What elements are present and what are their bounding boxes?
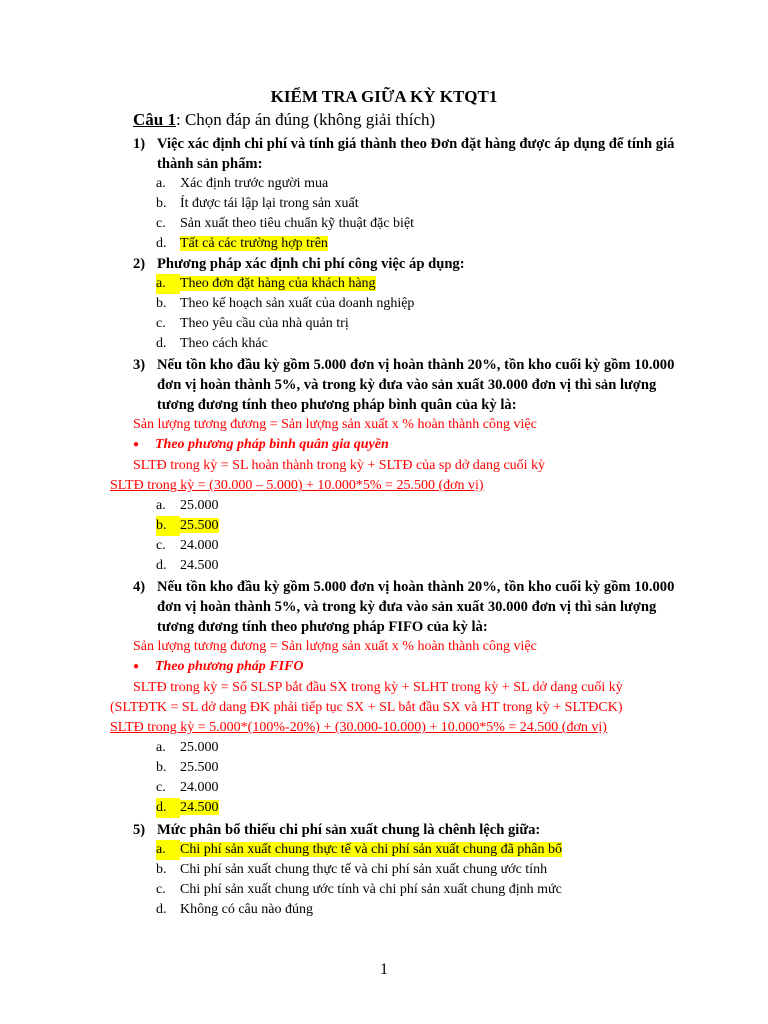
question-2 [133,254,723,274]
option-text: Theo yêu cầu của nhà quản trị [180,316,349,331]
option-3d [156,556,219,576]
option-text: 24.000 [180,538,219,553]
option-text-highlighted: Tất cả các trường hợp trên [180,236,328,251]
option-text-highlighted: 24.500 [180,800,219,815]
page-number: 1 [380,961,388,978]
option-text: Xác định trước người mua [180,176,329,191]
page-title: KIỂM TRA GIỮA KỲ KTQT1 [270,87,498,106]
option-text: Chi phí sản xuất chung thực tế và chi phí sản xuất chung ước tính [180,862,548,877]
option-text: Theo cách khác [180,336,268,351]
option-text: Sản xuất theo tiêu chuẩn kỹ thuật đặc biệt [180,216,415,231]
option-3a [156,496,219,516]
question-5 [133,820,723,840]
question-number: 4) [133,579,146,595]
option-5c [156,880,562,900]
answer-note-formula: Sản lượng tương đương = Sản lượng sản xuất x % hoàn thành công việc [133,639,537,654]
question-text: Việc xác định chi phí và tính giá thành theo Đơn đặt hàng được áp dụng để tính giá thành sản phẩm: [157,136,675,172]
option-1b [156,194,359,214]
option-letter: b. [156,862,167,877]
option-4b [156,758,219,778]
option-2d [156,334,268,354]
option-1c [156,214,414,234]
option-1d [156,234,328,254]
option-letter: a. [156,176,166,191]
option-letter: c. [156,538,166,553]
option-5d [156,900,313,920]
option-5b [156,860,547,880]
question-number: 3) [133,357,146,373]
question-text: Phương pháp xác định chi phí công việc áp dụng: [157,256,465,272]
question-number: 2) [133,256,146,272]
option-text: Không có câu nào đúng [180,902,313,917]
option-letter: d. [156,336,167,351]
question-text: Nếu tồn kho đầu kỳ gồm 5.000 đơn vị hoàn thành 20%, tồn kho cuối kỳ gồm 10.000 đơn vị hoàn thành 5%, và trong kỳ đưa vào sản xuất 30.000 đơn vị thì sản lượng tương đương tính theo phương pháp FIFO của kỳ là: [157,579,675,635]
option-4c [156,778,219,798]
option-5a [156,840,562,860]
answer-note-calculation: SLTĐ trong kỳ = (30.000 – 5.000) + 10.000*5% = 25.500 (đơn vị) [110,478,484,493]
answer-note-definition: SLTĐ trong kỳ = Số SLSP bắt đầu SX trong kỳ + SLHT trong kỳ + SL dở dang cuối kỳ [133,680,623,695]
option-letter: c. [156,780,166,795]
option-text: Theo kế hoạch sản xuất của doanh nghiệp [180,296,415,311]
question-4 [133,577,723,635]
option-letter: a. [156,498,166,513]
option-letter: d. [156,558,167,573]
option-text-highlighted: Chi phí sản xuất chung thực tế và chi phí sản xuất chung đã phân bổ [180,842,563,857]
option-letter: d. [156,798,180,818]
option-4d [156,798,219,818]
option-text-highlighted: Theo đơn đặt hàng của khách hàng [180,276,376,291]
option-letter: d. [156,236,167,251]
answer-note-formula: Sản lượng tương đương = Sản lượng sản xuất x % hoàn thành công việc [133,417,537,432]
option-text: Chi phí sản xuất chung ước tính và chi phí sản xuất chung định mức [180,882,562,897]
option-2a [156,274,376,294]
option-3c [156,536,219,556]
option-text-highlighted: 25.500 [180,518,219,533]
answer-note-calculation: SLTĐ trong kỳ = 5.000*(100%-20%) + (30.000-10.000) + 10.000*5% = 24.500 (đơn vị) [110,720,607,735]
option-3b [156,516,219,536]
option-1a [156,174,328,194]
question-number: 5) [133,822,146,838]
option-text: 25.500 [180,760,219,775]
option-text: 24.500 [180,558,219,573]
answer-note-definition: SLTĐ trong kỳ = SL hoàn thành trong kỳ + SLTĐ của sp dở dang cuối kỳ [133,458,546,473]
method-text: Theo phương pháp bình quân gia quyền [155,437,389,453]
bullet-icon: ● [133,439,140,450]
question-3 [133,355,723,413]
option-letter: b. [156,516,180,536]
option-letter: a. [156,274,180,294]
option-letter: b. [156,760,167,775]
option-letter: d. [156,902,167,917]
option-letter: c. [156,316,166,331]
question-number: 1) [133,136,146,152]
option-2b [156,294,414,314]
option-letter: c. [156,216,166,231]
question-text: Nếu tồn kho đầu kỳ gồm 5.000 đơn vị hoàn thành 20%, tồn kho cuối kỳ gồm 10.000 đơn vị hoàn thành 5%, và trong kỳ đưa vào sản xuất 30.000 đơn vị thì sản lượng tương đương tính theo phương pháp bình quân của kỳ là: [157,357,675,413]
option-text: 24.000 [180,780,219,795]
section-heading [133,110,435,130]
option-letter: a. [156,740,166,755]
option-text: 25.000 [180,498,219,513]
section-instruction: : Chọn đáp án đúng (không giải thích) [175,110,436,129]
answer-note-detail: (SLTĐTK = SL dở dang ĐK phải tiếp tục SX + SL bắt đầu SX và HT trong kỳ + SLTĐCK) [110,700,623,715]
option-letter: a. [156,840,180,860]
section-label: Câu 1 [133,110,176,129]
method-text: Theo phương pháp FIFO [155,659,304,675]
option-letter: c. [156,882,166,897]
option-letter: b. [156,296,167,311]
question-1 [133,134,723,172]
option-text: 25.000 [180,740,219,755]
option-2c [156,314,349,334]
question-text: Mức phân bổ thiếu chi phí sản xuất chung là chênh lệch giữa: [157,822,541,838]
option-4a [156,738,219,758]
bullet-icon: ● [133,661,140,672]
answer-note-method [133,435,389,455]
answer-note-method [133,657,304,677]
option-text: Ít được tái lập lại trong sản xuất [180,196,359,211]
option-letter: b. [156,196,167,211]
